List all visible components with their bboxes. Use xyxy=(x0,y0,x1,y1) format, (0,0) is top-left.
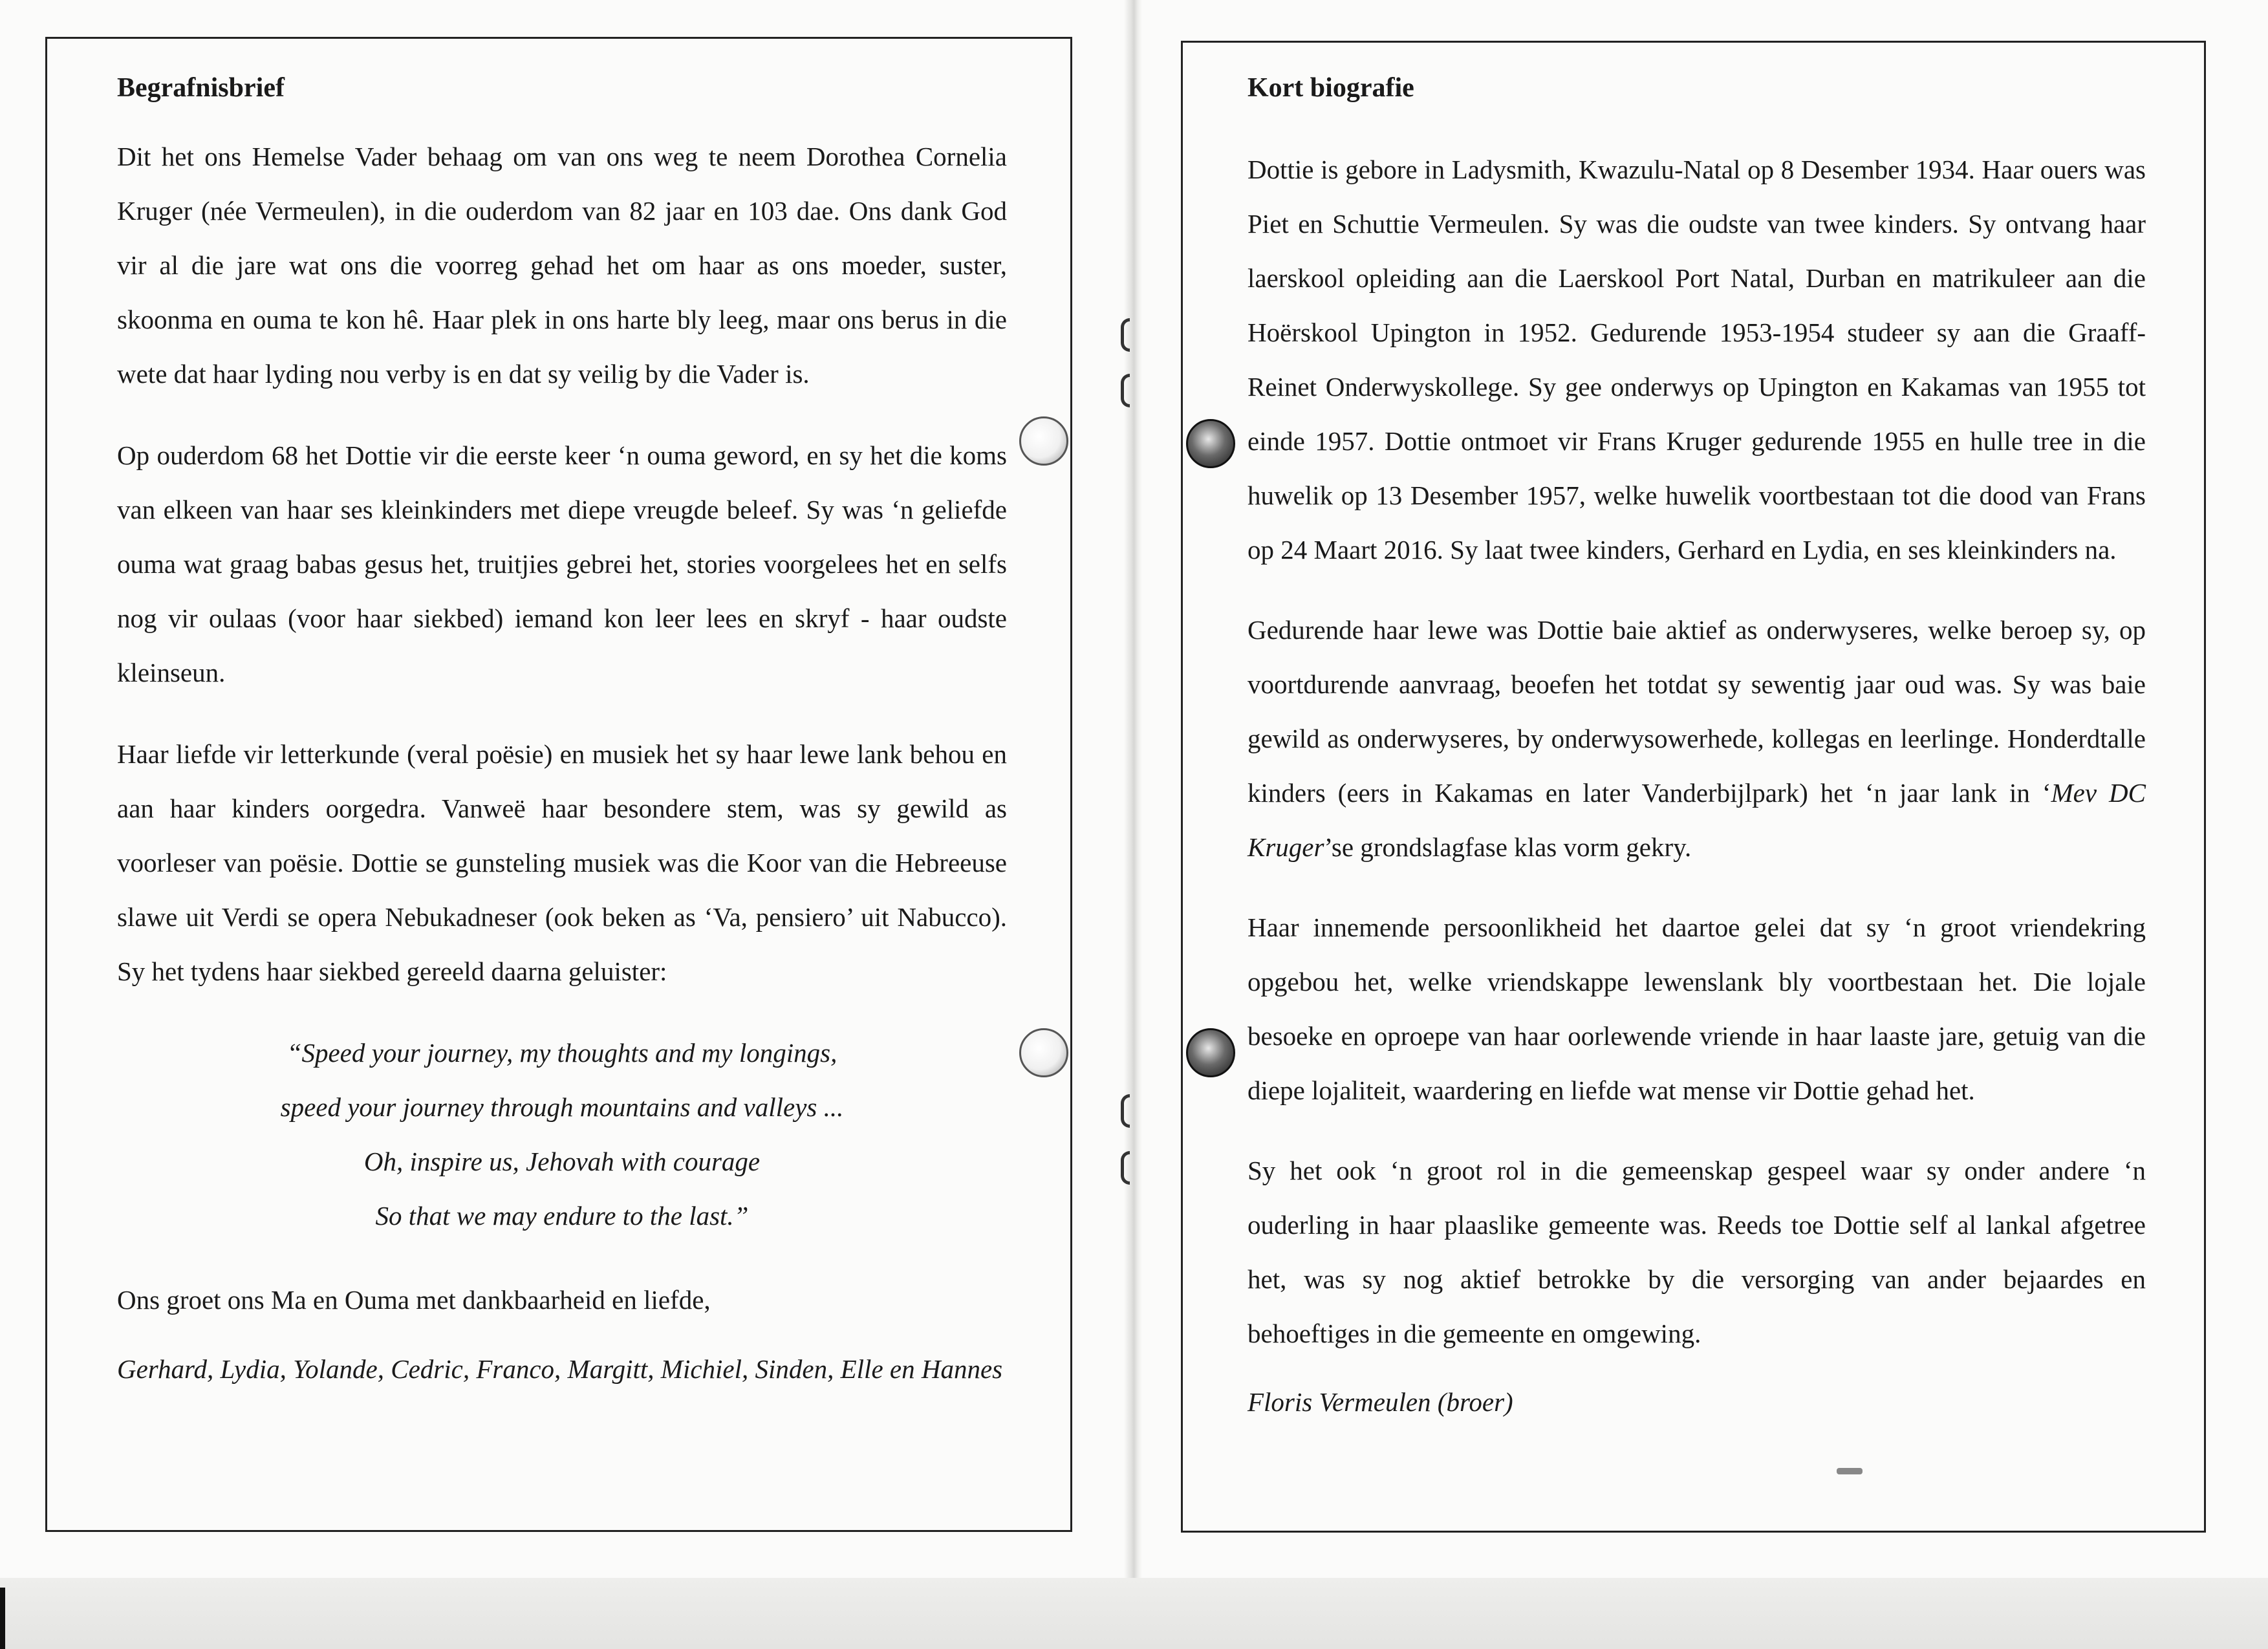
career-text-emphasis: Mev DC Kruger xyxy=(1247,778,2146,862)
biography-title: Kort biografie xyxy=(1247,73,1414,103)
career-text-before: Gedurende haar lewe was Dottie baie aktief as onderwyseres, welke beroep sy, op voortdurende aanvraag, beoefen het totdat sy sewentig jaar oud was. Sy was baie gewild as onderwyseres, by onderwysowerhede, kollegas en leerlinge. Honderdtalle kinders (eers in Kakamas en later Vanderbijlpark) het ‘n jaar lank in ‘ xyxy=(1247,615,2146,808)
binder-hook-icon xyxy=(1121,1094,1130,1128)
quote-line-1: “Speed your journey, my thoughts and my longings, xyxy=(286,1038,837,1068)
biography-paragraph-3: Haar innemende persoonlikheid het daartoe gelei dat sy ‘n groot vriendekring opgebou het, welke vriendskappe lewenslank bly voortbestaan het. Die lojale besoeke en oproepe van haar oorlewende vriende in haar laaste jare, getuig van die diepe lojaliteit, waardering en liefde wat mense vir Dottie gehad het. xyxy=(1247,912,2146,1105)
biography-paragraph-1: Dottie is gebore in Ladysmith, Kwazulu-Natal op 8 Desember 1934. Haar ouers was Piet en Schuttie Vermeulen. Sy was die oudste van twee kinders. Sy ontvang haar laerskool opleiding aan die Laerskool Port Natal, Durban en matrikuleer aan die Hoërskool Upington in 1952. Gedurende 1953-1954 studeer sy aan die Graaff-Reinet Onderwyskollege. Sy gee onderwys op Upington en Kakamas van 1955 tot einde 1957. Dottie ontmoet vir Frans Kruger gedurende 1955 en hulle tree in die huwelik op 13 Desember 1957, welke huwelik voortbestaan tot die dood van Frans op 24 Maart 2016. Sy laat twee kinders, Gerhard en Lydia, en ses kleinkinders na. xyxy=(1247,155,2146,565)
punch-hole-icon xyxy=(1186,419,1235,468)
binder-hook-icon xyxy=(1121,318,1130,352)
scan-smudge xyxy=(1837,1468,1863,1474)
binder-hook-icon xyxy=(1121,374,1130,407)
funeral-letter-paragraph-2: Op ouderdom 68 het Dottie vir die eerste keer ‘n ouma geword, en sy het die koms van elkeen van haar ses kleinkinders met diepe vreugde beleef. Sy was ‘n geliefde ouma wat graag babas gesus het, truitjies gebrei het, stories voorgelees het en selfs nog vir oulaas (voor haar siekbed) iemand kon leer lees en skryf - haar oudste kleinseun. xyxy=(117,440,1007,687)
scan-edge-mark xyxy=(0,1588,5,1649)
punch-hole-icon xyxy=(1019,1028,1068,1077)
page-fold xyxy=(1124,0,1142,1578)
quote-line-3: Oh, inspire us, Jehovah with courage xyxy=(363,1147,761,1176)
family-signers: Gerhard, Lydia, Yolande, Cedric, Franco, Margitt, Michiel, Sinden, Elle en Hannes xyxy=(117,1354,1003,1384)
career-text-after: ’se grondslagfase klas vorm gekry. xyxy=(1324,832,1692,862)
biography-career-paragraph xyxy=(1247,603,2146,874)
quote-line-4: So that we may endure to the last.” xyxy=(375,1201,749,1231)
funeral-letter-panel xyxy=(45,37,1072,1532)
scanner-bed-strip xyxy=(0,1578,2268,1649)
biography-paragraph-4: Sy het ook ‘n groot rol in die gemeenskap gespeel waar sy onder andere ‘n ouderling in haar plaaslike gemeente was. Reeds toe Dottie self al lankal afgetree het, was sy nog aktief betrokke by die versorging van ander bejaardes en behoeftiges in die gemeente en omgewing. xyxy=(1247,1156,2146,1348)
short-biography-panel xyxy=(1181,41,2206,1533)
funeral-letter-paragraph-1: Dit het ons Hemelse Vader behaag om van ons weg te neem Dorothea Cornelia Kruger (née Vermeulen), in die ouderdom van 82 jaar en 103 dae. Ons dank God vir al die jare wat ons die voorreg gehad het om haar as ons moeder, suster, skoonma en ouma te kon hê. Haar plek in ons harte bly leeg, maar ons berus in die wete dat haar lyding nou verby is en dat sy veilig by die Vader is. xyxy=(117,142,1007,389)
farewell-greeting: Ons groet ons Ma en Ouma met dankbaarheid en liefde, xyxy=(117,1285,711,1315)
biography-signature: Floris Vermeulen (broer) xyxy=(1247,1387,1513,1417)
punch-hole-icon xyxy=(1186,1028,1235,1077)
punch-hole-icon xyxy=(1019,416,1068,466)
quote-line-2: speed your journey through mountains and valleys ... xyxy=(280,1092,844,1122)
funeral-letter-title: Begrafnisbrief xyxy=(117,73,285,103)
funeral-letter-paragraph-3: Haar liefde vir letterkunde (veral poësie) en musiek het sy haar lewe lank behou en aan haar kinders oorgedra. Vanweë haar besondere stem, was sy gewild as voorleser van poësie. Dottie se gunsteling musiek was die Koor van die Hebreeuse slawe uit Verdi se opera Nebukadneser (ook beken as ‘Va, pensiero’ uit Nabucco). Sy het tydens haar siekbed gereeld daarna geluister: xyxy=(117,739,1007,986)
verdi-quote xyxy=(117,1026,1007,1243)
binder-hook-icon xyxy=(1121,1151,1130,1185)
